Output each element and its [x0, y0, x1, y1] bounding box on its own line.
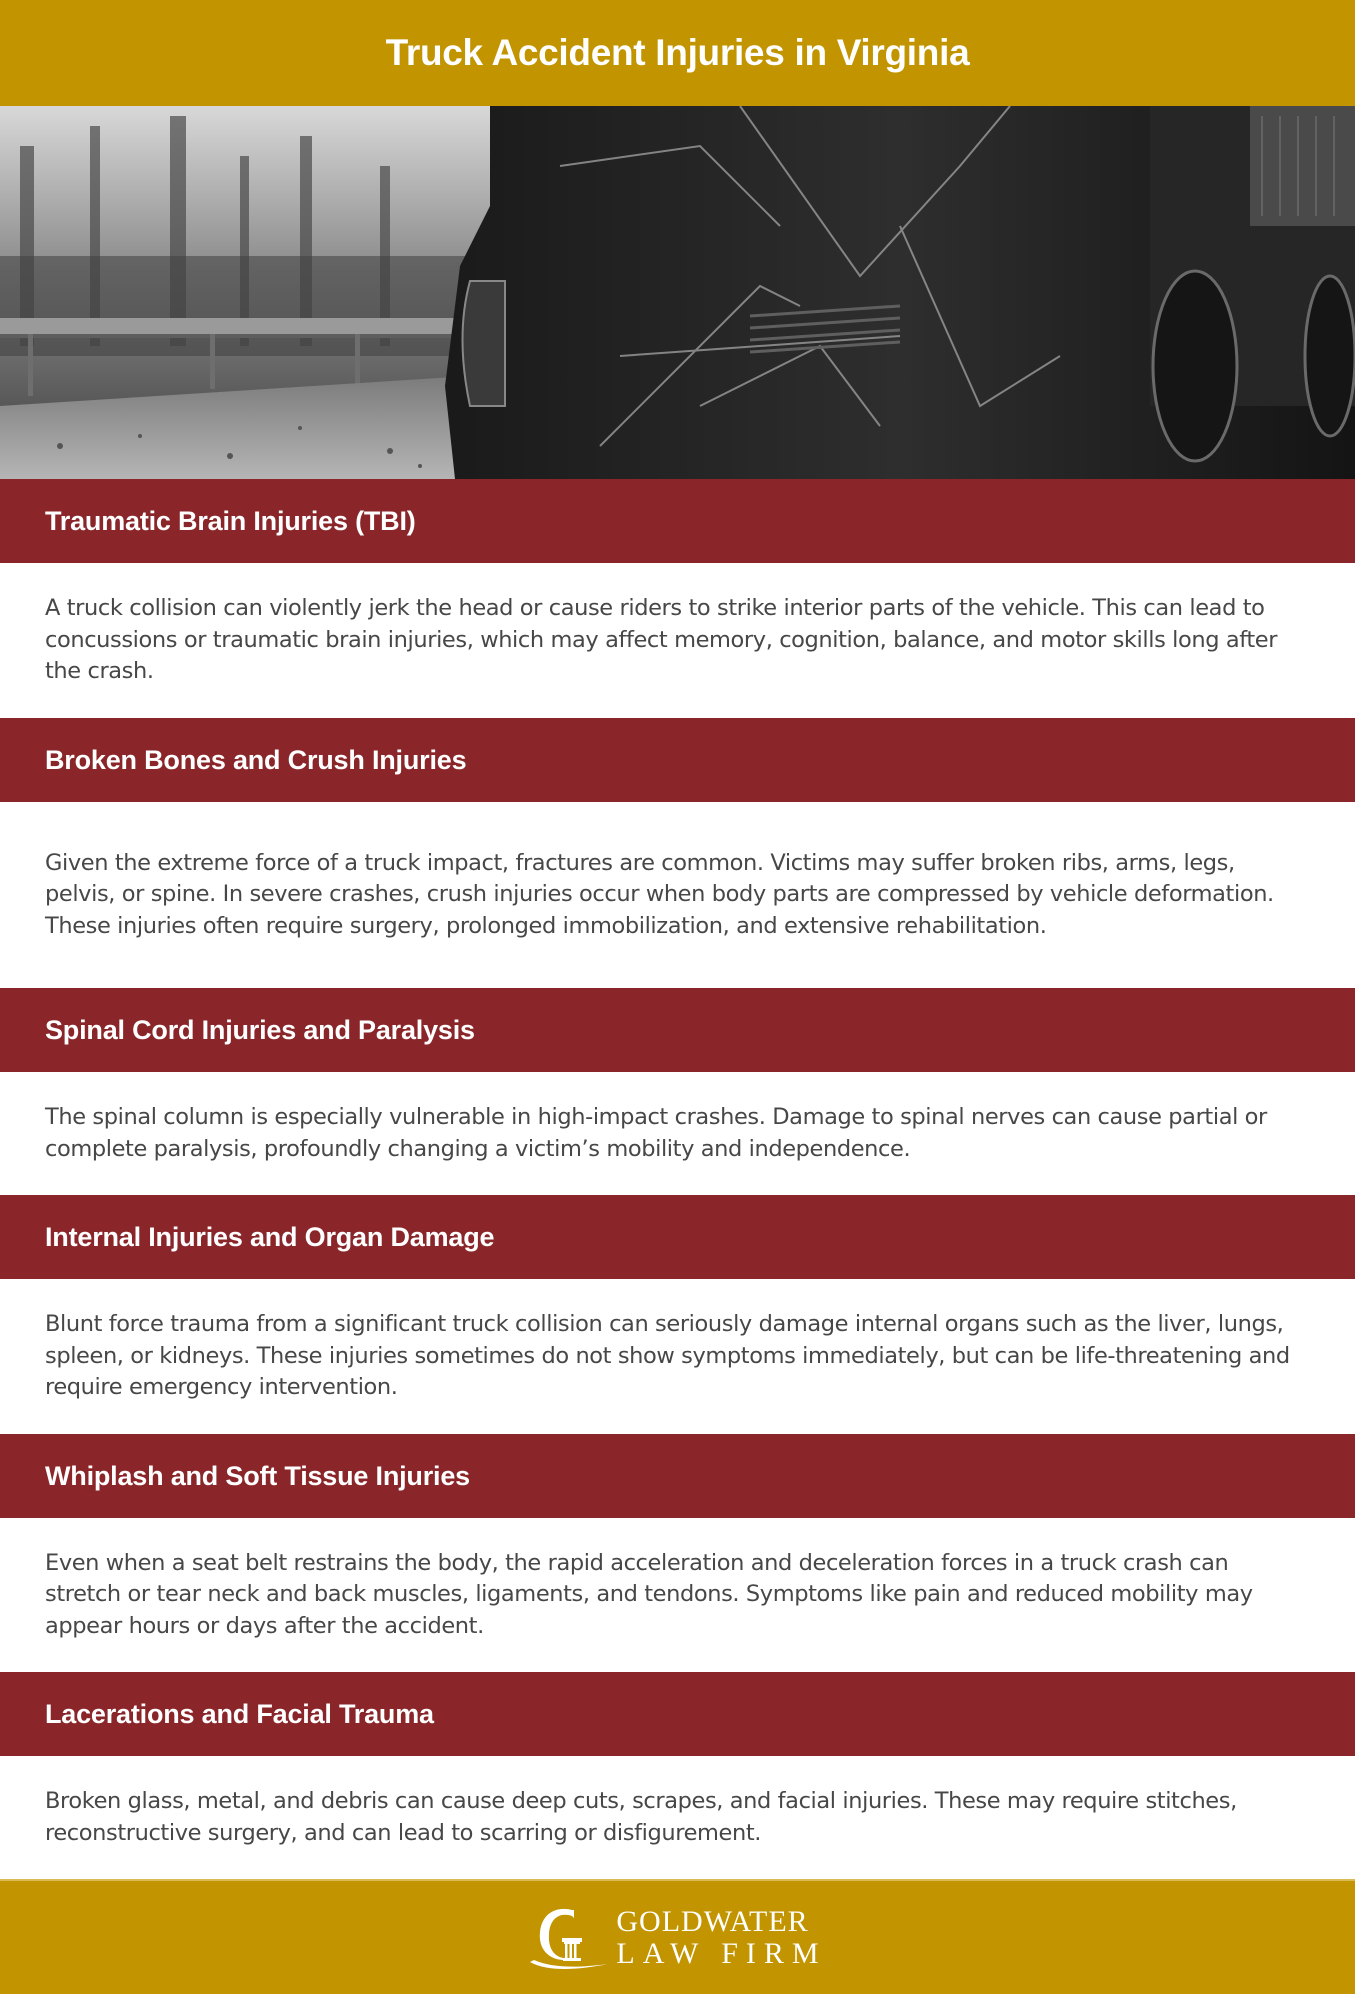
- section-header: [0, 1434, 1355, 1518]
- section-header: [0, 718, 1355, 802]
- section-header: [0, 988, 1355, 1072]
- section-title: Broken Bones and Crush Injuries: [45, 744, 467, 775]
- footer: [0, 1879, 1355, 1994]
- section-text: Given the extreme force of a truck impact, fractures are common. Victims may suffer broken ribs, arms, legs, pelvis, or spine. In severe crashes, crush injuries occur when body parts are compressed by vehicle deformation. These injuries often require surgery, prolonged immobilization, and extensive rehabilitation.: [45, 849, 1274, 939]
- truck-crash-photo-icon: [0, 106, 1355, 479]
- section-header: [0, 479, 1355, 563]
- section-body: [0, 1518, 1355, 1672]
- g-column-logo-icon: [528, 1904, 610, 1972]
- section-title: Lacerations and Facial Trauma: [45, 1698, 434, 1729]
- section-tbi: [0, 479, 1355, 718]
- section-body: [0, 802, 1355, 988]
- section-title: Traumatic Brain Injuries (TBI): [45, 505, 416, 536]
- section-body: [0, 1072, 1355, 1195]
- section-title: Internal Injuries and Organ Damage: [45, 1221, 495, 1252]
- section-text: A truck collision can violently jerk the head or cause riders to strike interior parts of the vehicle. This can lead to concussions or traumatic brain injuries, which may affect memory, cognition, balance, and motor skills long after the crash.: [45, 595, 1278, 685]
- section-spinal-cord: [0, 988, 1355, 1195]
- firm-logo: [528, 1904, 826, 1972]
- section-body: [0, 563, 1355, 718]
- firm-name-line2: LAW FIRM: [616, 1936, 827, 1970]
- section-body: [0, 1279, 1355, 1434]
- section-internal-injuries: [0, 1195, 1355, 1434]
- section-lacerations: [0, 1672, 1355, 1879]
- title-bar: [0, 0, 1355, 106]
- section-text: Blunt force trauma from a significant truck collision can seriously damage internal organs such as the liver, lungs, spleen, or kidneys. These injuries sometimes do not show symptoms immediately, but can be life-threatening and require emergency intervention.: [45, 1311, 1290, 1401]
- section-whiplash: [0, 1434, 1355, 1672]
- section-text: Broken glass, metal, and debris can cause deep cuts, scrapes, and facial injuries. These may require stitches, reconstructive surgery, and can lead to scarring or disfigurement.: [45, 1788, 1237, 1846]
- hero-image: [0, 106, 1355, 479]
- section-header: [0, 1672, 1355, 1756]
- section-body: [0, 1756, 1355, 1879]
- section-broken-bones: [0, 718, 1355, 988]
- section-text: The spinal column is especially vulnerable in high-impact crashes. Damage to spinal nerves can cause partial or complete paralysis, profoundly changing a victim’s mobility and independence.: [45, 1104, 1267, 1162]
- section-title: Whiplash and Soft Tissue Injuries: [45, 1460, 470, 1491]
- section-title: Spinal Cord Injuries and Paralysis: [45, 1014, 475, 1045]
- section-header: [0, 1195, 1355, 1279]
- section-text: Even when a seat belt restrains the body, the rapid acceleration and deceleration forces in a truck crash can stretch or tear neck and back muscles, ligaments, and tendons. Symptoms like pain and reduced mobility may appear hours or days after the accident.: [45, 1549, 1253, 1639]
- firm-name: [616, 1904, 827, 1970]
- firm-name-line1: GOLDWATER: [616, 1904, 809, 1938]
- page-title: Truck Accident Injuries in Virginia: [385, 32, 970, 73]
